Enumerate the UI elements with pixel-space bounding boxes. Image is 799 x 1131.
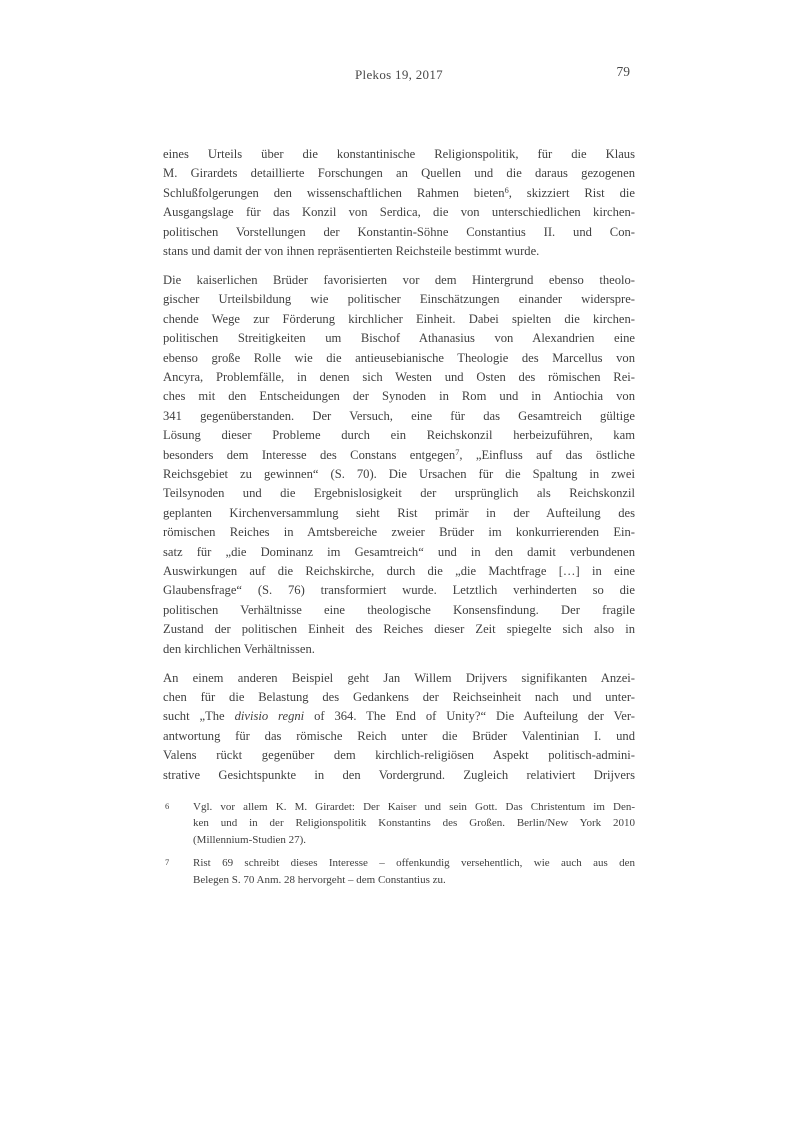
footnote-marker: 6 bbox=[165, 801, 170, 811]
footnote bbox=[163, 855, 635, 888]
text-line: sucht „The divisio regni of 364. The End of Unity?“ Die Aufteilung der Ver- bbox=[163, 709, 635, 724]
footnote bbox=[163, 799, 635, 848]
text-line: Glaubensfrage“ (S. 76) transformiert wurde. Letztlich verhinderten so die bbox=[163, 583, 635, 598]
page-number: 79 bbox=[616, 64, 630, 79]
journal-title: Plekos 19, 2017 bbox=[355, 67, 443, 82]
text-line: Valens rückt gegenüber dem kirchlich-religiösen Aspekt politisch-admini- bbox=[163, 748, 635, 763]
text-line: Ancyra, Problemfälle, in denen sich Westen und Osten des römischen Rei- bbox=[163, 369, 635, 384]
paragraph bbox=[163, 145, 635, 261]
text-line: chen für die Belastung des Gedankens der Reichseinheit nach und unter- bbox=[163, 689, 635, 704]
text-line: politischen Streitigkeiten um Bischof Athanasius von Alexandrien eine bbox=[163, 331, 635, 346]
footnote-line: Vgl. vor allem K. M. Girardet: Der Kaiser und sein Gott. Das Christentum im Den- bbox=[193, 801, 635, 813]
text-line: Auswirkungen auf die Reichskirche, durch die „die Machtfrage […] in eine bbox=[163, 564, 635, 579]
text-line: Lösung dieser Probleme durch ein Reichskonzil herbeizuführen, kam bbox=[163, 428, 635, 443]
main-text-block bbox=[163, 145, 635, 795]
text-line: ebenso große Rolle wie die antieusebianische Theologie des Marcellus von bbox=[163, 350, 635, 365]
text-line: politischen Vorstellungen der Konstantin-Söhne Constantius II. und Con- bbox=[163, 224, 635, 239]
footnote-line: (Millennium-Studien 27). bbox=[193, 833, 307, 846]
text-line: politischen Verhältnisse eine theologische Konsensfindung. Der fragile bbox=[163, 602, 635, 617]
text-line: strative Gesichtspunkte in den Vordergrund. Zugleich relativiert Drijvers bbox=[163, 767, 635, 782]
footnote-marker: 7 bbox=[165, 857, 170, 868]
text-line: Zustand der politischen Einheit des Reiches dieser Zeit spiegelte sich also in bbox=[163, 622, 635, 637]
footnote-line: Belegen S. 70 Anm. 28 hervorgeht – dem Constantius zu. bbox=[193, 873, 446, 886]
text-line: besonders dem Interesse des Constans entgegen$^7$, „Einfluss auf das östliche bbox=[163, 447, 635, 462]
text-line: Teilsynoden und die Ergebnislosigkeit der ursprünglich als Reichskonzil bbox=[163, 486, 635, 501]
text-line: 341 gegenüberstanden. Der Versuch, eine für das Gesamtreich gültige bbox=[163, 408, 635, 423]
text-line: Ausgangslage für das Konzil von Serdica, die von unterschiedlichen kirchen- bbox=[163, 205, 635, 220]
text-line: den kirchlichen Verhältnissen. bbox=[163, 641, 315, 656]
footnote-line: ken und in der Religionspolitik Konstantins des Großen. Berlin/New York 2010 bbox=[193, 817, 635, 830]
text-line: Schlußfolgerungen den wissenschaftlichen Rahmen bieten$^6$, skizziert Rist die bbox=[163, 185, 635, 200]
text-line: geplanten Kirchenversammlung sieht Rist primär in der Aufteilung des bbox=[163, 505, 635, 520]
text-line: An einem anderen Beispiel geht Jan Willem Drijvers signifikanten Anzei- bbox=[163, 670, 635, 685]
text-line: chende Wege zur Förderung kirchlicher Einheit. Dabei spielten die kirchen- bbox=[163, 311, 635, 326]
text-line: eines Urteils über die konstantinische Religionspolitik, für die Klaus bbox=[163, 147, 635, 161]
text-line: gischer Urteilsbildung wie politischer Einschätzungen einander widerspre- bbox=[163, 292, 635, 307]
text-line: Die kaiserlichen Brüder favorisierten vor dem Hintergrund ebenso theolo- bbox=[163, 272, 635, 287]
text-line: Reichsgebiet zu gewinnen“ (S. 70). Die Ursachen für die Spaltung in zwei bbox=[163, 467, 635, 481]
paragraph bbox=[163, 271, 635, 659]
text-line: ches mit den Entscheidungen der Synoden in Rom und in Antiochia von bbox=[163, 389, 635, 404]
paragraph bbox=[163, 669, 635, 785]
page-header bbox=[163, 64, 635, 83]
text-line: M. Girardets detaillierte Forschungen an Quellen und die daraus gezogenen bbox=[163, 166, 635, 181]
text-line: stans und damit der von ihnen repräsentierten Reichsteile bestimmt wurde. bbox=[163, 244, 540, 259]
text-line: römischen Reiches in Amtsbereiche zweier Brüder im konkurrierenden Ein- bbox=[163, 525, 635, 540]
text-line: antwortung für das römische Reich unter die Brüder Valentinian I. und bbox=[163, 728, 635, 743]
footnote-line: Rist 69 schreibt dieses Interesse – offenkundig versehentlich, wie auch aus den bbox=[193, 857, 635, 870]
text-line: satz für „die Dominanz im Gesamtreich“ und in den damit verbundenen bbox=[163, 544, 635, 559]
footnotes-block bbox=[163, 799, 635, 895]
